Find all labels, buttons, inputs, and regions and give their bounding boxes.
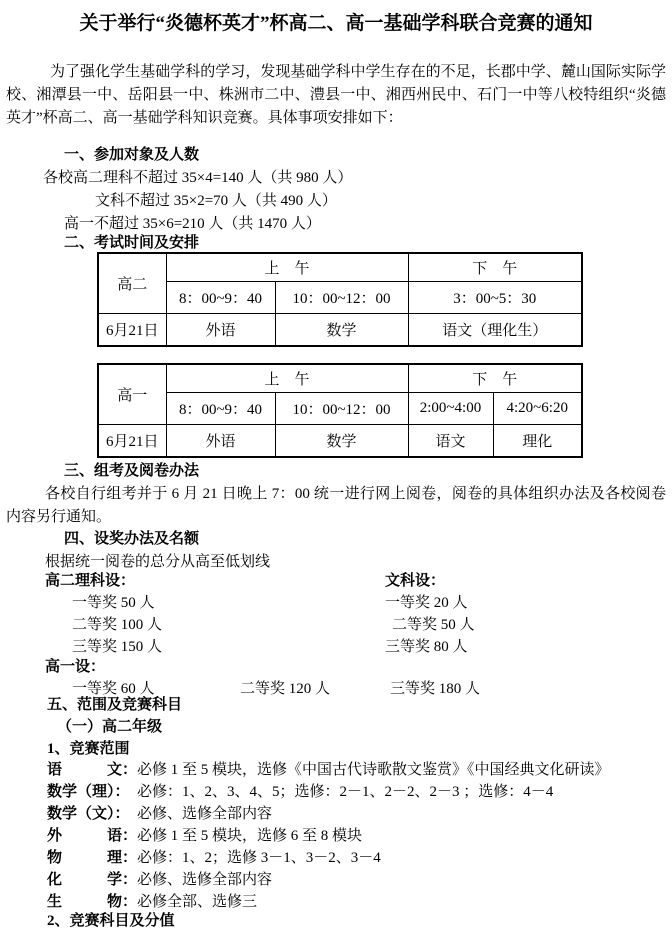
grade1-time-1: 8：00~9：40 (166, 393, 275, 425)
subject-label: 语 文： (47, 762, 138, 778)
subject-content: 必修 1 至 5 模块，选修《中国古代诗歌散文鉴赏》《中国经典文化研读》 (137, 762, 610, 778)
grade2-subject-1: 外语 (166, 314, 275, 347)
grade2-time-2: 10：00~12：00 (275, 282, 408, 314)
subject-row-chinese (47, 759, 610, 781)
liberal-third-prize: 三等奖 80 人 (385, 639, 468, 655)
participants-line-grade1: 高一不超过 35×6=210 人（共 1470 人） (64, 216, 321, 232)
section-1-heading: 一、参加对象及人数 (64, 147, 200, 163)
section-3-heading: 三、组考及阅卷办法 (64, 463, 200, 479)
section-2-heading: 二、考试时间及安排 (64, 235, 200, 251)
grade1-first-prize: 一等奖 60 人 (72, 681, 155, 697)
grade1-awards-header: 高一设： (45, 659, 106, 675)
grade1-time-3: 2:00~4:00 (408, 393, 493, 425)
grade1-third-prize: 三等奖 180 人 (390, 681, 481, 697)
grade2-cell: 高二 (98, 253, 166, 314)
section-4-heading: 四、设奖办法及名额 (64, 531, 200, 547)
schedule-table-grade1 (97, 363, 583, 458)
scope-heading: 1、竞赛范围 (47, 741, 130, 757)
liberal-second-prize: 二等奖 50 人 (392, 617, 475, 633)
award-rule-line: 根据统一阅卷的总分从高至低划线 (45, 554, 271, 570)
award-header-row (0, 570, 672, 592)
intro-paragraph: 为了强化学生基础学科的学习，发现基础学科中学生存在的不足，长郡中学、麓山国际实际学校、湘潭县一中、岳阳县一中、株洲市二中、澧县一中、湘西州民中、石门一中等八校特组织“炎德英才”杯高二、高一基础学科知识竞赛。具体事项安排如下： (6, 64, 666, 126)
subject-content: 必修：1、2；选修 3－1、3－2、3－4 (137, 850, 381, 866)
grade1-subject-3: 语文 (408, 425, 493, 458)
grade2-morning-header: 上 午 (166, 253, 408, 282)
subject-content: 必修、选修全部内容 (137, 806, 273, 822)
grade2-afternoon-header: 下 午 (408, 253, 582, 282)
section-5-sub-heading: （一）高二年级 (57, 719, 163, 735)
liberal-first-prize: 一等奖 20 人 (385, 595, 468, 611)
subject-row-math-liberal (47, 803, 272, 825)
grade2-subject-2: 数学 (275, 314, 408, 347)
award-row-first (0, 592, 672, 614)
grade1-date-cell: 6月21日 (98, 425, 166, 458)
score-heading: 2、竞赛科目及分值 (47, 913, 175, 929)
subject-label: 数学（文）： (47, 806, 130, 822)
grade1-second-prize: 二等奖 120 人 (240, 681, 331, 697)
science-third-prize: 三等奖 150 人 (72, 639, 163, 655)
subject-row-physics (47, 847, 381, 869)
grade2-time-3: 3：00~5：30 (408, 282, 582, 314)
subject-content: 必修：1、2、3、4、5；选修：2－1、2－2、2－3 ；选修：4－4 (137, 784, 554, 800)
grade2-date-cell: 6月21日 (98, 314, 166, 347)
award-row-third (0, 636, 672, 658)
grade1-subject-2: 数学 (275, 425, 408, 458)
subject-label: 外 语： (47, 828, 138, 844)
grade1-awards-header-row (0, 656, 672, 678)
subject-label: 生 物： (47, 894, 138, 910)
subject-content: 必修全部、选修三 (137, 894, 258, 910)
subject-row-math-science (47, 781, 553, 803)
subject-label: 化 学： (47, 872, 138, 888)
grade1-morning-header: 上 午 (166, 364, 408, 393)
participants-line-liberal: 文科不超过 35×2=70 人（共 490 人） (95, 193, 337, 209)
section-5-heading: 五、范围及竞赛科目 (47, 697, 183, 713)
grade1-subject-4: 理化 (493, 425, 582, 458)
schedule-table-grade2 (97, 252, 583, 347)
grade1-subject-1: 外语 (166, 425, 275, 458)
grade1-cell: 高一 (98, 364, 166, 425)
subject-content: 必修、选修全部内容 (137, 872, 273, 888)
subject-label: 物 理： (47, 850, 138, 866)
grading-paragraph: 各校自行组考并于 6 月 21 日晚上 7：00 统一进行网上阅卷，阅卷的具体组织办法及各校阅卷内容另行通知。 (6, 486, 666, 525)
subject-row-chemistry (47, 869, 272, 891)
subject-label: 数学（理）： (47, 784, 130, 800)
science-first-prize: 一等奖 50 人 (72, 595, 155, 611)
participants-line-science: 各校高二理科不超过 35×4=140 人（共 980 人） (43, 170, 353, 186)
subject-content: 必修 1 至 5 模块，选修 6 至 8 模块 (137, 828, 363, 844)
science-second-prize: 二等奖 100 人 (72, 617, 163, 633)
grade2-subject-3: 语文（理化生） (408, 314, 582, 347)
grade1-time-2: 10：00~12：00 (275, 393, 408, 425)
grade1-afternoon-header: 下 午 (408, 364, 582, 393)
subject-row-foreign-language (47, 825, 362, 847)
grade2-time-1: 8：00~9：40 (166, 282, 275, 314)
grade1-time-4: 4:20~6:20 (493, 393, 582, 425)
document-title: 关于举行“炎德杯英才”杯高二、高一基础学科联合竞赛的通知 (79, 13, 593, 34)
grade2-science-awards-header: 高二理科设： (45, 573, 136, 589)
grade2-liberal-awards-header: 文科设： (385, 573, 446, 589)
award-row-second (0, 614, 672, 636)
